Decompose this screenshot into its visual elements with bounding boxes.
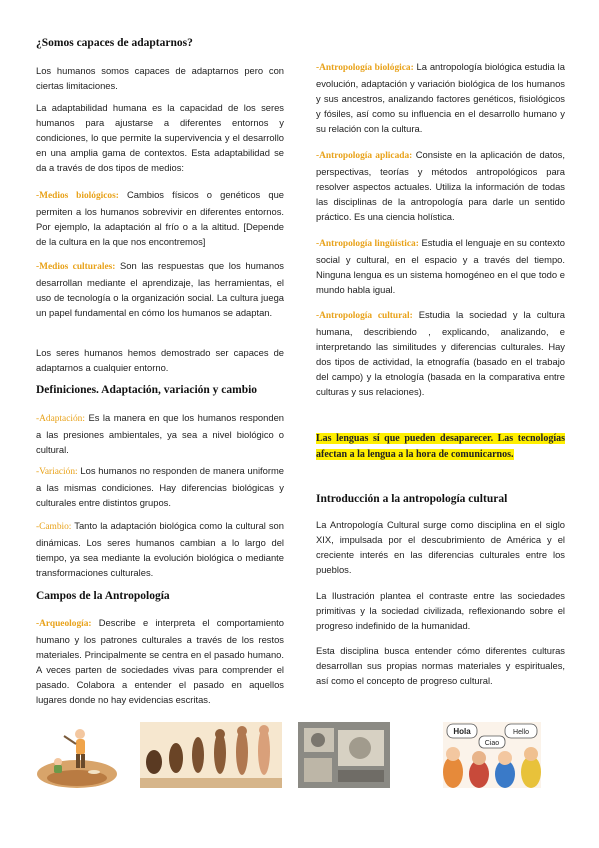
term-variacion: -Variación: xyxy=(36,467,78,477)
term-antropologia-cultural: -Antropología cultural: xyxy=(316,311,413,321)
heading-introduccion: Introducción a la antropología cultural xyxy=(316,493,508,505)
term-cambio: -Cambio: xyxy=(36,522,72,532)
para-antropologia-cultural xyxy=(316,307,565,399)
para-arqueologia xyxy=(36,615,284,707)
heading-campos: Campos de la Antropología xyxy=(36,590,170,602)
text-medios-biologicos: Cambios físicos o genéticos que permiten a los humanos sobrevivir en diferentes entornos. Por ejemplo, la adaptación al frío o a la altitud. [Depende de la cultura en la que nos encontremos] xyxy=(36,189,284,247)
term-medios-biologicos: -Medios biológicos: xyxy=(36,191,119,201)
para-highlight-lenguas xyxy=(316,430,565,462)
para-adaptabilidad: La adaptabilidad humana es la capacidad de los seres humanos para ajustarse a diferentes entornos y condiciones, lo que permite la supervivencia y el desarrollo en una amplia gama de contextos. Esta adaptabilidad se da a través de dos tipos de medios: xyxy=(36,102,284,173)
term-antropologia-aplicada: -Antropología aplicada: xyxy=(316,151,413,161)
languages-illustration xyxy=(443,722,541,788)
para-medios-culturales xyxy=(36,258,284,320)
para-adaptarnos-entorno: Los seres humanos hemos demostrado ser capaces de adaptarnos a cualquier entorno. xyxy=(36,347,284,373)
highlight-lenguas: Las lenguas sí que pueden desaparecer. Las tecnologías afectan a la lengua a la hora de comunicarnos. xyxy=(316,433,565,460)
para-intro-ilustracion: La Ilustración plantea el contraste entre las sociedades primitivas y la sociedad civilizada, reflexionando sobre el progreso indefinido de la humanidad. xyxy=(316,590,565,631)
text-variacion: Los humanos no responden de manera uniforme a las mismas condiciones. Hay diferencias biológicas y culturales entre distintos grupos. xyxy=(36,465,284,508)
heading-definiciones: Definiciones. Adaptación, variación y cambio xyxy=(36,384,258,396)
text-medios-culturales: Son las respuestas que los humanos desarrollan mediante el aprendizaje, las herramientas, el uso de tecnología o la organización social. La cultura juega un papel fundamental en cómo los humanos se adaptan. xyxy=(36,260,284,318)
para-antropologia-biologica xyxy=(316,59,565,136)
evolution-illustration xyxy=(140,722,282,788)
para-intro-siglo: La Antropología Cultural surge como disciplina en el siglo XIX, impulsada por el descubrimiento de América y el creciente interés en las diferencias culturales entre los pueblos. xyxy=(316,519,565,575)
term-antropologia-linguistica: -Antropología lingüística: xyxy=(316,239,419,249)
term-arqueologia: -Arqueología: xyxy=(36,619,92,629)
term-medios-culturales: -Medios culturales: xyxy=(36,262,116,272)
speech-ciao: Ciao xyxy=(484,740,500,747)
speech-hello: Hello xyxy=(513,729,529,736)
para-variacion xyxy=(36,463,284,510)
text-adaptacion: Es la manera en que los humanos responden a las presiones ambientales, ya sea a nivel biológico o cultural. xyxy=(36,412,284,455)
text-antropologia-cultural: Estudia la sociedad y la cultura humana, describiendo , explicando, analizando, e interpretando las similitudes y diferencias culturales. Hay dos tipos de actividad, la etnografía (basado en el trabajo del campo) y la etnología (basada en la comparativa entre culturas y sus relaciones). xyxy=(316,309,565,397)
term-antropologia-biologica: -Antropología biológica: xyxy=(316,63,414,73)
text-antropologia-aplicada: Consiste en la aplicación de datos, perspectivas, teorías y métodos antropológicos para resolver aspectos actuales. Utiliza la información de todas las disciplinas de la antropología para darle un sentido práctico. Es una ciencia holística. xyxy=(316,149,565,222)
text-cambio: Tanto la adaptación biológica como la cultural son dinámicas. Los seres humanos cambian a lo largo del tiempo, ya sea mediante la evolución biológica o mediante transformaciones culturales. xyxy=(36,520,284,578)
heading-adaptarnos: ¿Somos capaces de adaptarnos? xyxy=(36,37,193,49)
term-adaptacion: -Adaptación: xyxy=(36,414,85,424)
para-adaptacion xyxy=(36,410,284,457)
para-limitaciones: Los humanos somos capaces de adaptarnos pero con ciertas limitaciones. xyxy=(36,65,284,91)
para-cambio xyxy=(36,518,284,580)
text-arqueologia: Describe e interpreta el comportamiento humano y los patrones culturales a través de los restos materiales. Principalmente se centra en el pasado humano. A veces parten de sociedades vivas para comprender el pasado. Colabora a entender el pasado en aquellos lugares donde no hay evidencias escritas. xyxy=(36,617,284,705)
text-antropologia-linguistica: Estudia el lenguaje en su contexto social y cultural, en el espacio y a través del tiempo. Ninguna lengua es un sistema homogéneo en el que todo e mundo habla igual. xyxy=(316,237,565,295)
para-intro-disciplina: Esta disciplina busca entender cómo diferentes culturas desarrollan sus propias normas materiales y espirituales, así como el concepto de progreso cultural. xyxy=(316,645,565,686)
para-medios-biologicos xyxy=(36,187,284,249)
para-antropologia-linguistica xyxy=(316,235,565,297)
artifacts-collage xyxy=(298,722,390,788)
archaeology-illustration xyxy=(36,722,118,788)
speech-hola: Hola xyxy=(453,727,471,736)
text-antropologia-biologica: La antropología biológica estudia la evolución, adaptación y variación biológica de los humanos y sus ancestros, analizando factores genéticos, fisiológicos y fósiles, así como su influencia en el desarrollo humano y su relación con la cultura. xyxy=(316,61,565,134)
para-antropologia-aplicada xyxy=(316,147,565,224)
